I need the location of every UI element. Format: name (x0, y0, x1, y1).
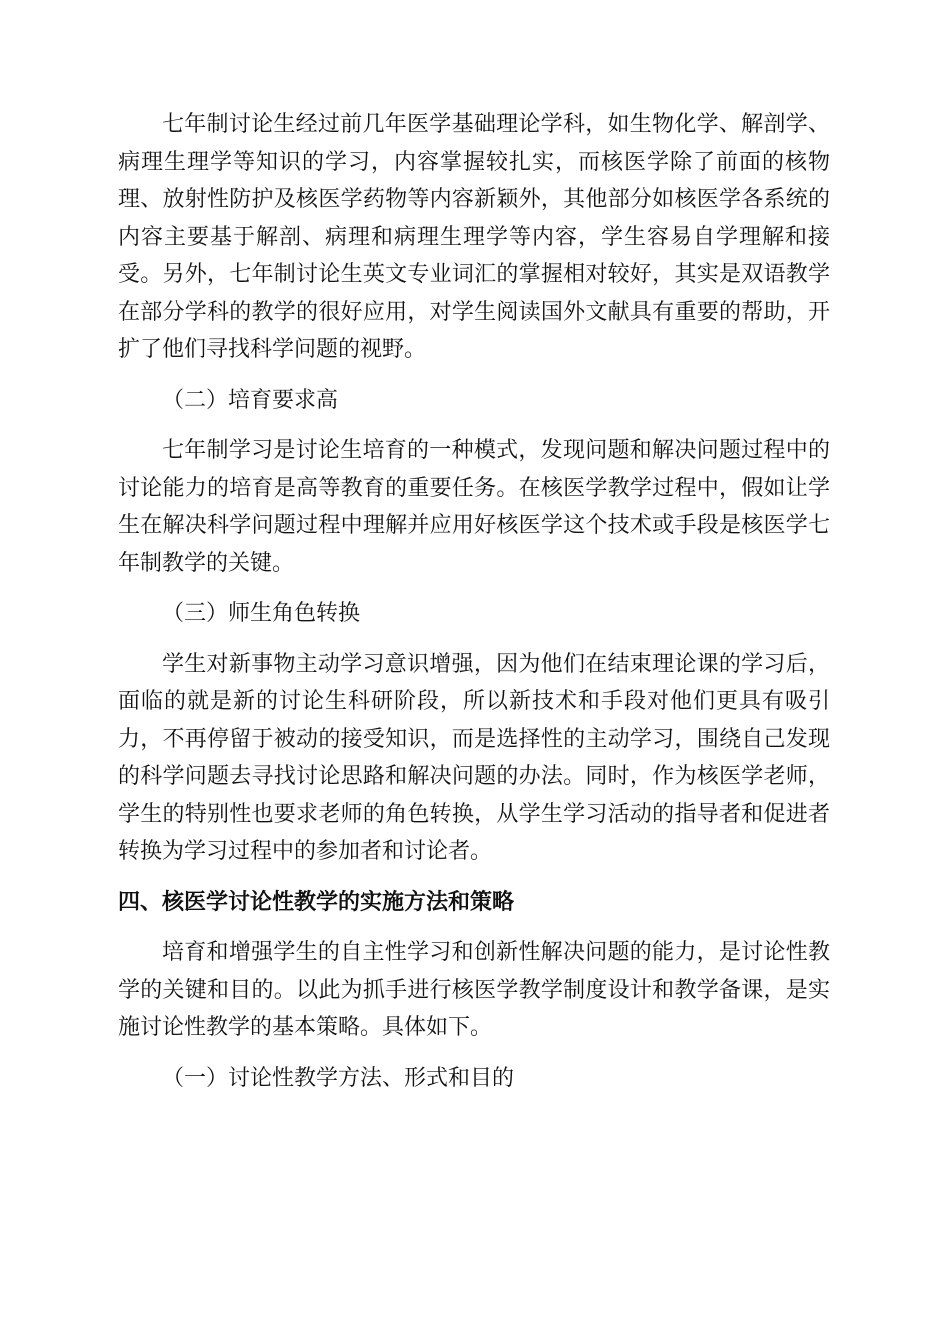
paragraph-training-model: 七年制学习是讨论生培育的一种模式，发现问题和解决问题过程中的讨论能力的培育是高等教育的重要任务。在核医学教学过程中，假如让学生在解决科学问题过程中理解并应用好核医学这个技术或手段是核医学七年制教学的关键。 (118, 438, 830, 576)
subheading-role-change: （三）师生角色转换 (162, 601, 361, 626)
document-body (118, 106, 830, 1110)
subheading-methods-forms-goals: （一）讨论性教学方法、形式和目的 (162, 1065, 515, 1091)
paragraph-strategy-goal: 培育和增强学生的自主性学习和创新性解决问题的能力，是讨论性教学的关键和目的。以此为抓手进行核医学教学制度设计和教学备课，是实施讨论性教学的基本策略。具体如下。 (118, 940, 830, 1040)
section-heading-methods-strategies: 四、核医学讨论性教学的实施方法和策略 (118, 889, 515, 915)
paragraph-student-background: 七年制讨论生经过前几年医学基础理论学科，如生物化学、解剖学、病理生理学等知识的学习，内容掌握较扎实，而核医学除了前面的核物理、放射性防护及核医学药物等内容新颖外，其他部分如核医学各系统的内容主要基于解剖、病理和病理生理学等内容，学生容易自学理解和接受。另外，七年制讨论生英文专业词汇的掌握相对较好，其实是双语教学在部分学科的教学的很好应用，对学生阅读国外文献具有重要的帮助，开扩了他们寻找科学问题的视野。 (118, 112, 830, 362)
subheading-high-requirements: （二）培育要求高 (162, 387, 339, 413)
paragraph-active-learning: 学生对新事物主动学习意识增强，因为他们在结束理论课的学习后，面临的就是新的讨论生科研阶段，所以新技术和手段对他们更具有吸引力，不再停留于被动的接受知识，而是选择性的主动学习，围绕自己发现的科学问题去寻找讨论思路和解决问题的办法。同时，作为核医学老师，学生的特别性也要求老师的角色转换，从学生学习活动的指导者和促进者转换为学习过程中的参加者和讨论者。 (118, 651, 830, 864)
